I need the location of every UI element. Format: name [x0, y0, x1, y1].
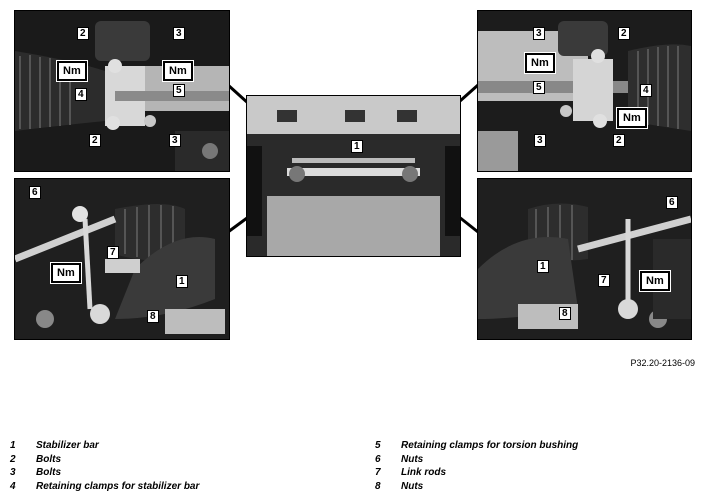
legend-text: Retaining clamps for stabilizer bar [36, 480, 200, 492]
legend-number: 3 [10, 467, 16, 478]
legend-right [375, 440, 578, 494]
photo-top-left-illustration [15, 11, 229, 171]
torque-label: Nm [525, 53, 555, 73]
legend-text: Nuts [401, 453, 424, 465]
callout-bolt: 3 [173, 27, 185, 40]
photo-center [246, 95, 461, 257]
photo-bottom-right-illustration [478, 179, 691, 339]
photo-bottom-left [14, 178, 230, 340]
photo-top-left [14, 10, 230, 172]
legend-text: Nuts [401, 480, 424, 492]
photo-top-right-illustration [478, 11, 691, 171]
torque-label: Nm [163, 61, 193, 81]
callout-stabilizer-bar: 1 [537, 260, 549, 273]
legend-item [375, 481, 578, 495]
legend-number: 1 [10, 440, 16, 451]
legend-number: 8 [375, 480, 381, 492]
photo-center-illustration [247, 96, 460, 256]
callout-bolt: 2 [77, 27, 89, 40]
callout-retaining-clamp: 4 [75, 88, 87, 101]
legend-number: 4 [10, 480, 16, 492]
legend-number: 2 [10, 453, 16, 465]
callout-link-rod: 7 [598, 274, 610, 287]
callout-torsion-clamp: 5 [173, 84, 185, 97]
legend-number: 7 [375, 467, 381, 478]
legend-text: Stabilizer bar [36, 440, 99, 451]
legend-text: Retaining clamps for torsion bushing [401, 440, 579, 451]
legend-left [10, 440, 199, 494]
callout-torsion-clamp: 5 [533, 81, 545, 94]
torque-label: Nm [640, 271, 670, 291]
torque-label: Nm [617, 108, 647, 128]
callout-bolt: 2 [618, 27, 630, 40]
callout-stabilizer-bar: 1 [176, 275, 188, 288]
callout-stabilizer-bar: 1 [351, 140, 363, 153]
photo-bottom-right [477, 178, 692, 340]
photo-top-right [477, 10, 692, 172]
callout-nut: 6 [666, 196, 678, 209]
legend-number: 5 [375, 440, 381, 451]
legend-text: Link rods [401, 467, 447, 478]
legend-item [375, 440, 578, 454]
callout-bolt: 3 [534, 134, 546, 147]
legend-text: Bolts [36, 453, 61, 465]
legend-item [10, 440, 199, 454]
callout-nut: 8 [559, 307, 571, 320]
photo-bottom-left-illustration [15, 179, 229, 339]
torque-label: Nm [57, 61, 87, 81]
callout-retaining-clamp: 4 [640, 84, 652, 97]
callout-bolt: 2 [89, 134, 101, 147]
legend-item [10, 467, 199, 481]
legend-item [10, 454, 199, 468]
legend-item [375, 467, 578, 481]
callout-bolt: 3 [533, 27, 545, 40]
legend-item [375, 454, 578, 468]
callout-nut: 8 [147, 310, 159, 323]
figure-reference: P32.20-2136-09 [630, 358, 695, 368]
callout-bolt: 3 [169, 134, 181, 147]
callout-nut: 6 [29, 186, 41, 199]
callout-link-rod: 7 [107, 246, 119, 259]
legend-text: Bolts [36, 467, 61, 478]
legend-item [10, 481, 199, 495]
legend-number: 6 [375, 453, 381, 465]
torque-label: Nm [51, 263, 81, 283]
callout-bolt: 2 [613, 134, 625, 147]
